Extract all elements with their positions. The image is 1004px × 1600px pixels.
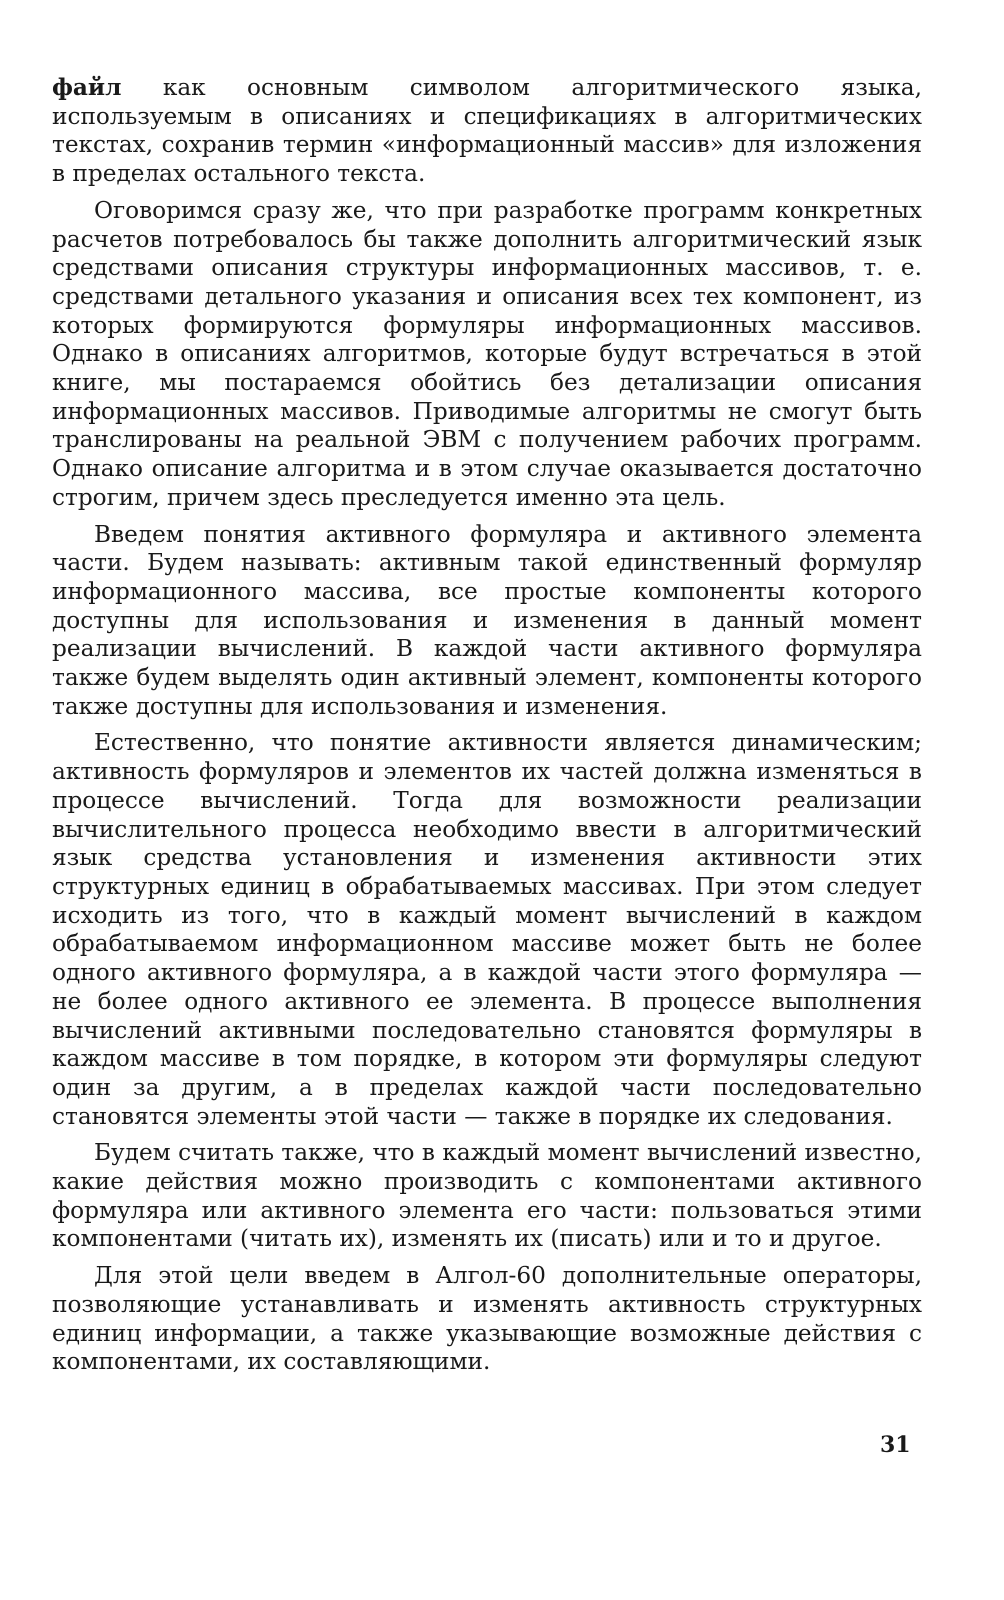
- page-body: [52, 74, 922, 1385]
- paragraph-2: Оговоримся сразу же, что при разработке программ конкретных расчетов потребовалось бы также дополнить алгоритмический язык средствами описания структуры информационных массивов, т. е. средствами детального указания и описания всех тех компонент, из которых формируются формуляры информационных массивов. Однако в описаниях алгоритмов, которые будут встречаться в этой книге, мы постараемся обойтись без детализации описания информационных массивов. Приводимые алгоритмы не смогут быть транслированы на реальной ЭВМ с получением рабочих программ. Однако описание алгоритма и в этом случае оказывается достаточно строгим, причем здесь преследуется именно эта цель.: [52, 196, 922, 511]
- paragraph-1-text: как основным символом алгоритмического языка, используемым в описаниях и спецификациях в алгоритмических текстах, сохранив термин «информационный массив» для изложения в пределах остального текста.: [52, 74, 922, 188]
- paragraph-4: Естественно, что понятие активности является динамическим; активность формуляров и элементов их частей должна изменяться в процессе вычислений. Тогда для возможности реализации вычислительного процесса необходимо ввести в алгоритмический язык средства установления и изменения активности этих структурных единиц в обрабатываемых массивах. При этом следует исходить из того, что в каждый момент вычислений в каждом обрабатываемом информационном массиве может быть не более одного активного формуляра, а в каждой части этого формуляра — не более одного активного ее элемента. В процессе выполнения вычислений активными последовательно становятся формуляры в каждом массиве в том порядке, в котором эти формуляры следуют один за другим, а в пределах каждой части последовательно становятся элементы этой части — также в порядке их следования.: [52, 729, 922, 1130]
- paragraph-6: Для этой цели введем в Алгол-60 дополнительные операторы, позволяющие устанавливать и изменять активность структурных единиц информации, а также указывающие возможные действия с компонентами, их составляющими.: [52, 1262, 922, 1376]
- bold-term: файл: [52, 74, 122, 101]
- paragraph-1: [52, 74, 922, 189]
- paragraph-3: Введем понятия активного формуляра и активного элемента части. Будем называть: активным такой единственный формуляр информационного массива, все простые компоненты которого доступны для использования и изменения в данный момент реализации вычислений. В каждой части активного формуляра также будем выделять один активный элемент, компоненты которого также доступны для использования и изменения.: [52, 520, 922, 720]
- page-number: 31: [880, 1432, 911, 1458]
- paragraph-5: Будем считать также, что в каждый момент вычислений известно, какие действия можно производить с компонентами активного формуляра или активного элемента его части: пользоваться этими компонентами (читать их), изменять их (писать) или и то и другое.: [52, 1139, 922, 1253]
